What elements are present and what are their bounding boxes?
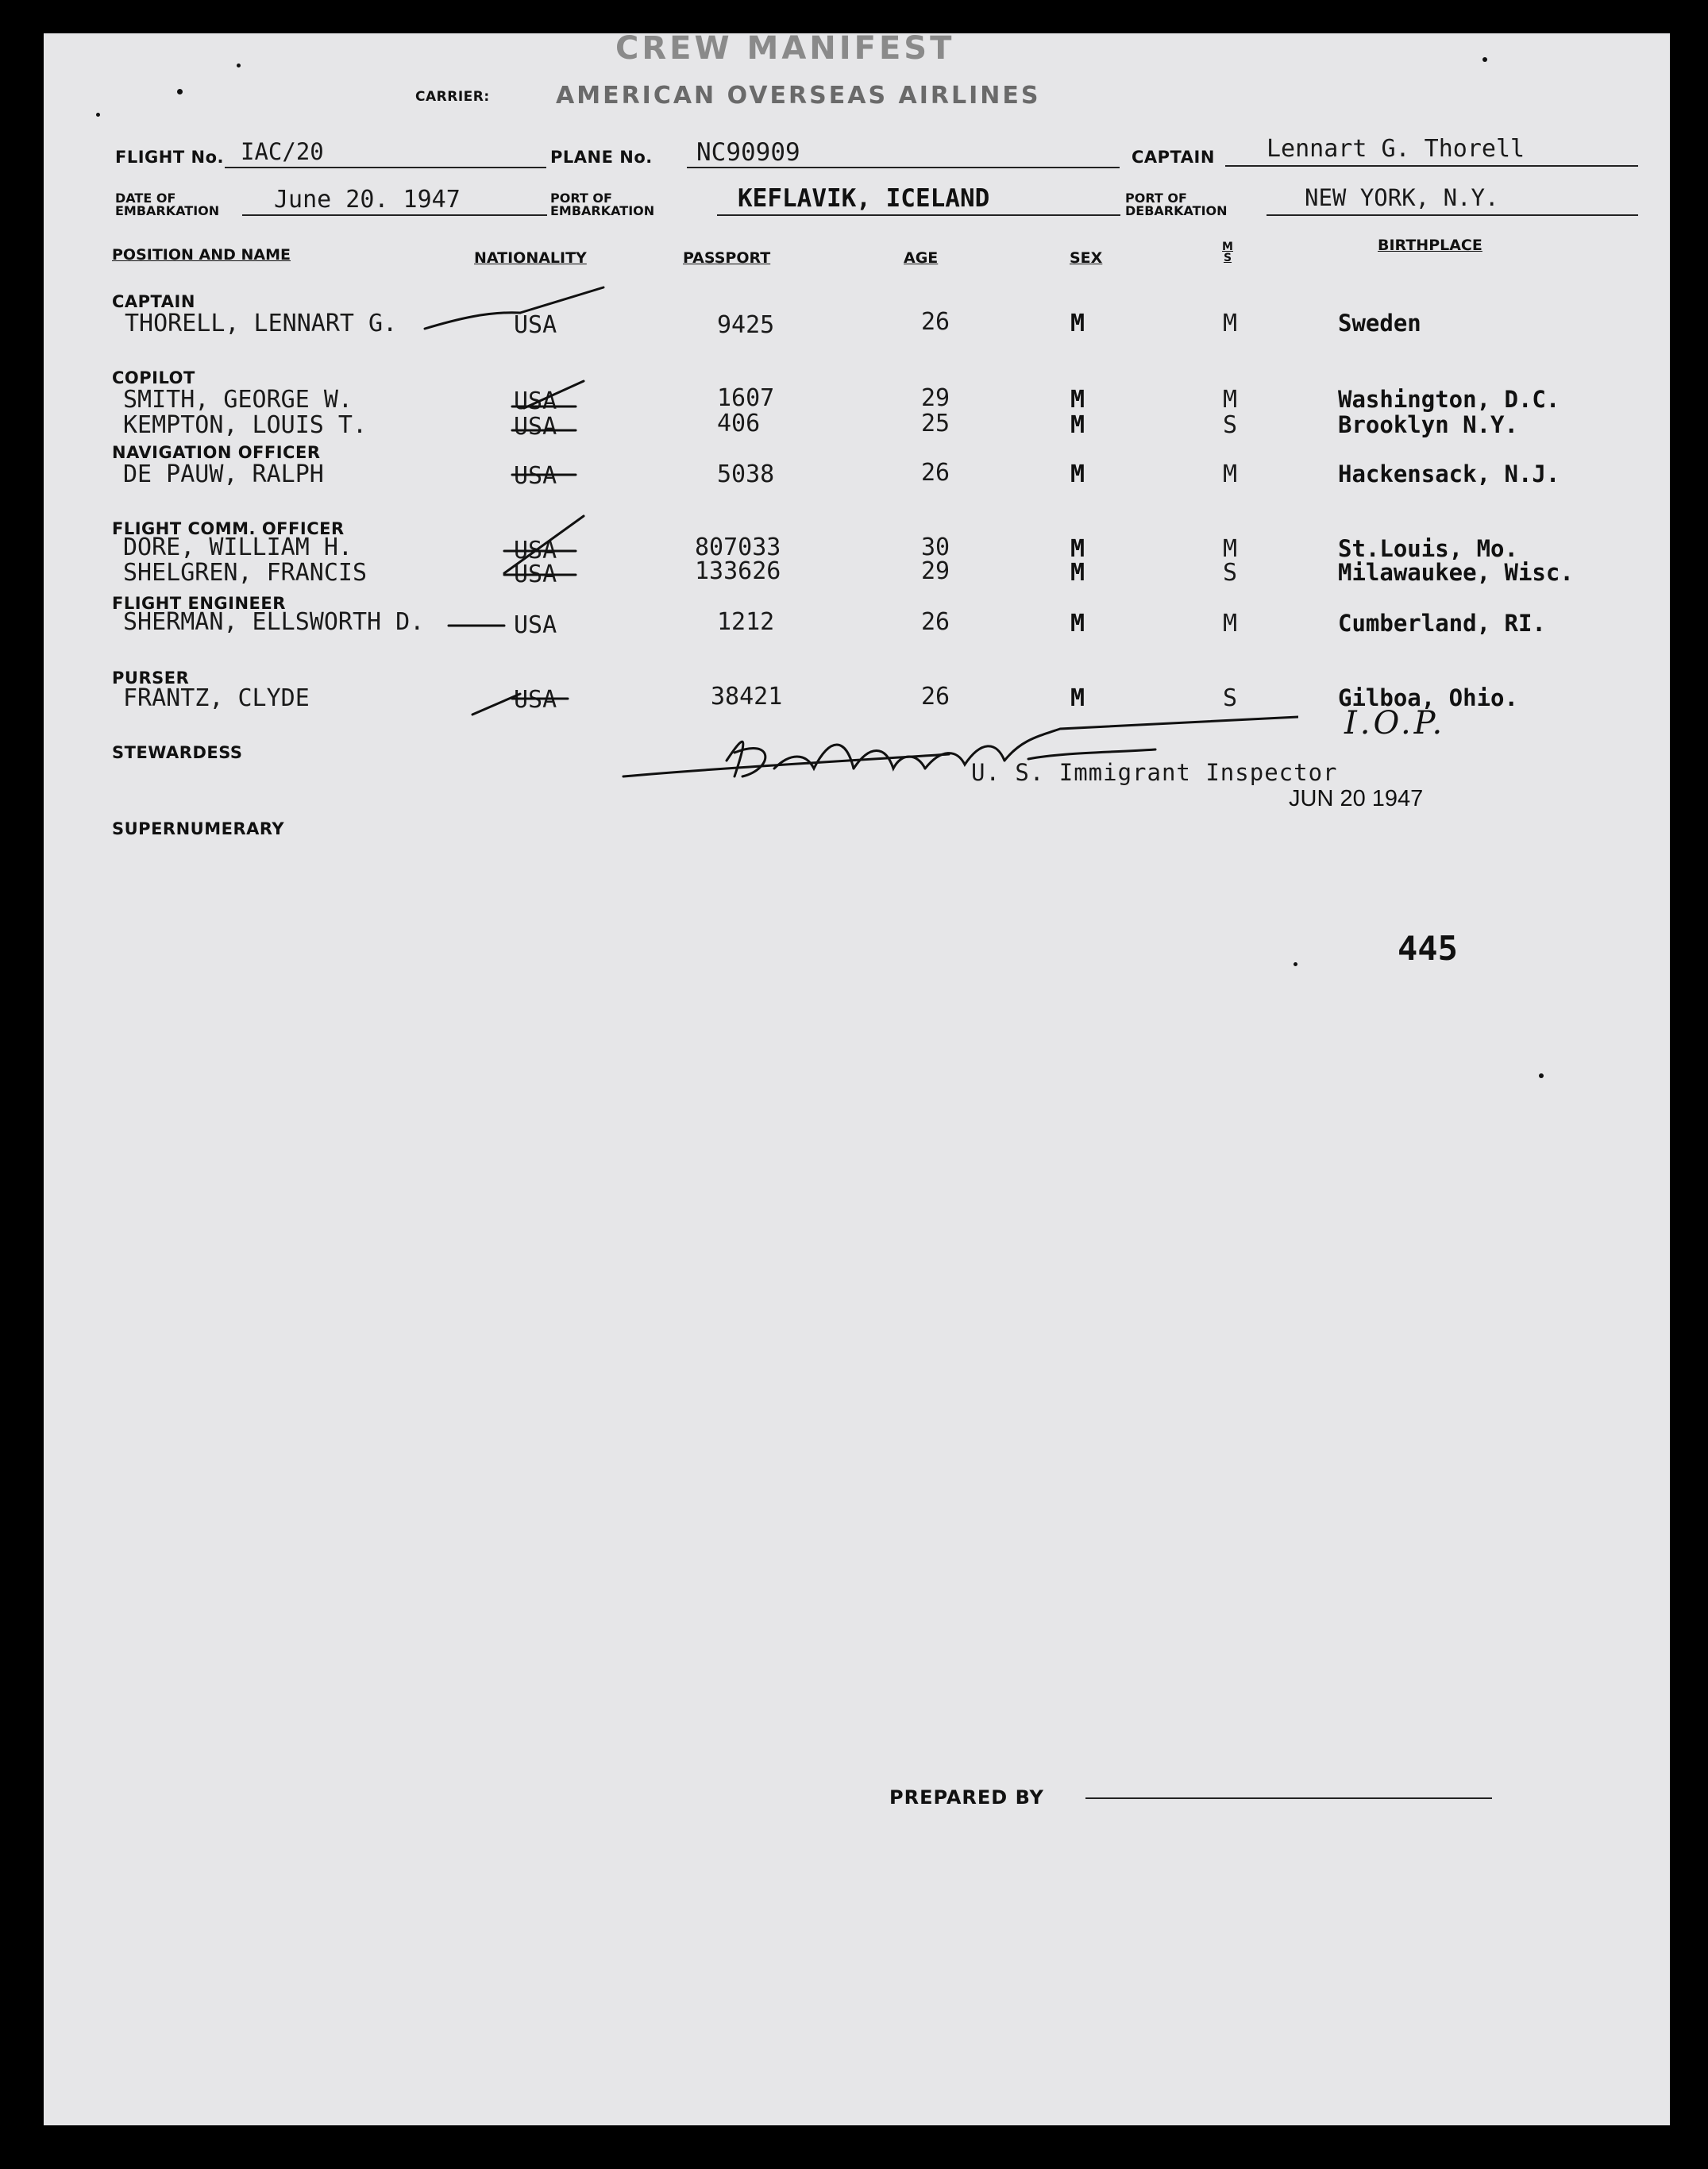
crew-name: SHERMAN, ELLSWORTH D. xyxy=(123,608,425,636)
crew-birthplace: Brooklyn N.Y. xyxy=(1338,411,1518,438)
manifest-page xyxy=(44,33,1670,2125)
col-ms: M S xyxy=(1222,241,1233,264)
crew-age: 26 xyxy=(921,608,950,636)
crew-birthplace: Milawaukee, Wisc. xyxy=(1338,559,1574,586)
captain-label: CAPTAIN xyxy=(1132,148,1215,167)
crew-passport: 1212 xyxy=(717,608,775,636)
section-engineer: FLIGHT ENGINEER xyxy=(112,594,286,613)
crew-passport: 1607 xyxy=(717,384,775,412)
section-comm: FLIGHT COMM. OFFICER xyxy=(112,519,345,538)
crew-passport: 38421 xyxy=(711,683,783,711)
col-passport: PASSPORT xyxy=(683,249,771,267)
crew-sex: M xyxy=(1070,386,1085,414)
crew-sex: M xyxy=(1070,559,1085,587)
crew-sex: M xyxy=(1070,310,1085,337)
crew-birthplace: Gilboa, Ohio. xyxy=(1338,684,1518,711)
crew-nationality: USA xyxy=(514,462,557,490)
crew-nationality: USA xyxy=(514,537,557,564)
crew-birthplace: Cumberland, RI. xyxy=(1338,610,1546,637)
document-title: CREW MANIFEST xyxy=(615,33,955,67)
section-navigation: NAVIGATION OFFICER xyxy=(112,443,321,462)
inspector-title: U. S. Immigrant Inspector xyxy=(971,759,1338,786)
crew-name: SMITH, GEORGE W. xyxy=(123,386,353,414)
crew-passport: 133626 xyxy=(695,557,781,585)
crew-sex: M xyxy=(1070,460,1085,488)
crew-age: 29 xyxy=(921,557,950,585)
crew-sex: M xyxy=(1070,535,1085,563)
crew-nationality: USA xyxy=(514,311,557,339)
crew-ms: M xyxy=(1223,310,1238,337)
crew-name: DORE, WILLIAM H. xyxy=(123,534,353,561)
date-label: DATE OF EMBARKATION xyxy=(115,191,220,218)
crew-ms: S xyxy=(1223,411,1238,439)
col-nationality: NATIONALITY xyxy=(474,249,587,267)
port-embarkation-value: KEFLAVIK, ICELAND xyxy=(738,184,990,213)
crew-nationality: USA xyxy=(514,387,557,415)
carrier-name: AMERICAN OVERSEAS AIRLINES xyxy=(556,82,1041,110)
crew-passport: 406 xyxy=(717,410,761,437)
captain-value: Lennart G. Thorell xyxy=(1267,135,1525,163)
crew-ms: M xyxy=(1223,610,1238,638)
crew-name: FRANTZ, CLYDE xyxy=(123,684,310,712)
prepared-by-label: PREPARED BY xyxy=(889,1786,1044,1809)
col-birthplace: BIRTHPLACE xyxy=(1378,237,1482,254)
crew-sex: M xyxy=(1070,411,1085,439)
crew-name: SHELGREN, FRANCIS xyxy=(123,559,368,587)
flight-no-value: IAC/20 xyxy=(241,138,324,165)
crew-name: KEMPTON, LOUIS T. xyxy=(123,411,368,439)
crew-birthplace: St.Louis, Mo. xyxy=(1338,535,1518,562)
crew-age: 26 xyxy=(921,459,950,487)
col-sex: SEX xyxy=(1070,249,1103,267)
flight-no-label: FLIGHT No. xyxy=(115,148,224,167)
section-supernumerary: SUPERNUMERARY xyxy=(112,819,285,838)
port-embarkation-label: PORT OF EMBARKATION xyxy=(550,191,655,218)
crew-nationality: USA xyxy=(514,686,557,714)
inspector-signature xyxy=(615,705,1298,800)
crew-ms: M xyxy=(1223,460,1238,488)
crew-birthplace: Sweden xyxy=(1338,310,1421,337)
crew-passport: 5038 xyxy=(717,460,775,488)
crew-ms: S xyxy=(1223,559,1238,587)
crew-sex: M xyxy=(1070,610,1085,638)
inspector-stamp-date: JUN 20 1947 xyxy=(1289,786,1424,811)
plane-no-label: PLANE No. xyxy=(550,148,653,167)
section-purser: PURSER xyxy=(112,668,190,688)
carrier-label: CARRIER: xyxy=(415,89,490,105)
crew-ms: M xyxy=(1223,386,1238,414)
crew-age: 30 xyxy=(921,534,950,561)
section-stewardess: STEWARDESS xyxy=(112,743,243,762)
col-position: POSITION AND NAME xyxy=(112,246,291,264)
crew-age: 26 xyxy=(921,308,950,336)
crew-age: 26 xyxy=(921,683,950,711)
crew-nationality: USA xyxy=(514,413,557,441)
plane-no-value: NC90909 xyxy=(696,138,800,167)
crew-age: 29 xyxy=(921,384,950,412)
section-captain: CAPTAIN xyxy=(112,292,195,311)
inspector-initials: I.O.P. xyxy=(1344,705,1446,742)
crew-birthplace: Washington, D.C. xyxy=(1338,386,1560,413)
crew-nationality: USA xyxy=(514,611,557,639)
crew-nationality: USA xyxy=(514,561,557,588)
crew-name: DE PAUW, RALPH xyxy=(123,460,324,488)
crew-passport: 807033 xyxy=(695,534,781,561)
crew-birthplace: Hackensack, N.J. xyxy=(1338,460,1560,487)
port-debarkation-label: PORT OF DEBARKATION xyxy=(1125,191,1228,218)
crew-passport: 9425 xyxy=(717,311,775,339)
col-age: AGE xyxy=(904,249,939,267)
port-debarkation-value: NEW YORK, N.Y. xyxy=(1305,184,1499,211)
section-copilot: COPILOT xyxy=(112,368,195,387)
crew-sex: M xyxy=(1070,684,1085,712)
crew-name: THORELL, LENNART G. xyxy=(125,310,398,337)
crew-ms: S xyxy=(1223,684,1238,712)
prepared-by-line xyxy=(1085,1797,1492,1799)
date-value: June 20. 1947 xyxy=(274,186,461,214)
page-number: 445 xyxy=(1398,929,1458,968)
crew-ms: M xyxy=(1223,535,1238,563)
crew-age: 25 xyxy=(921,410,950,437)
